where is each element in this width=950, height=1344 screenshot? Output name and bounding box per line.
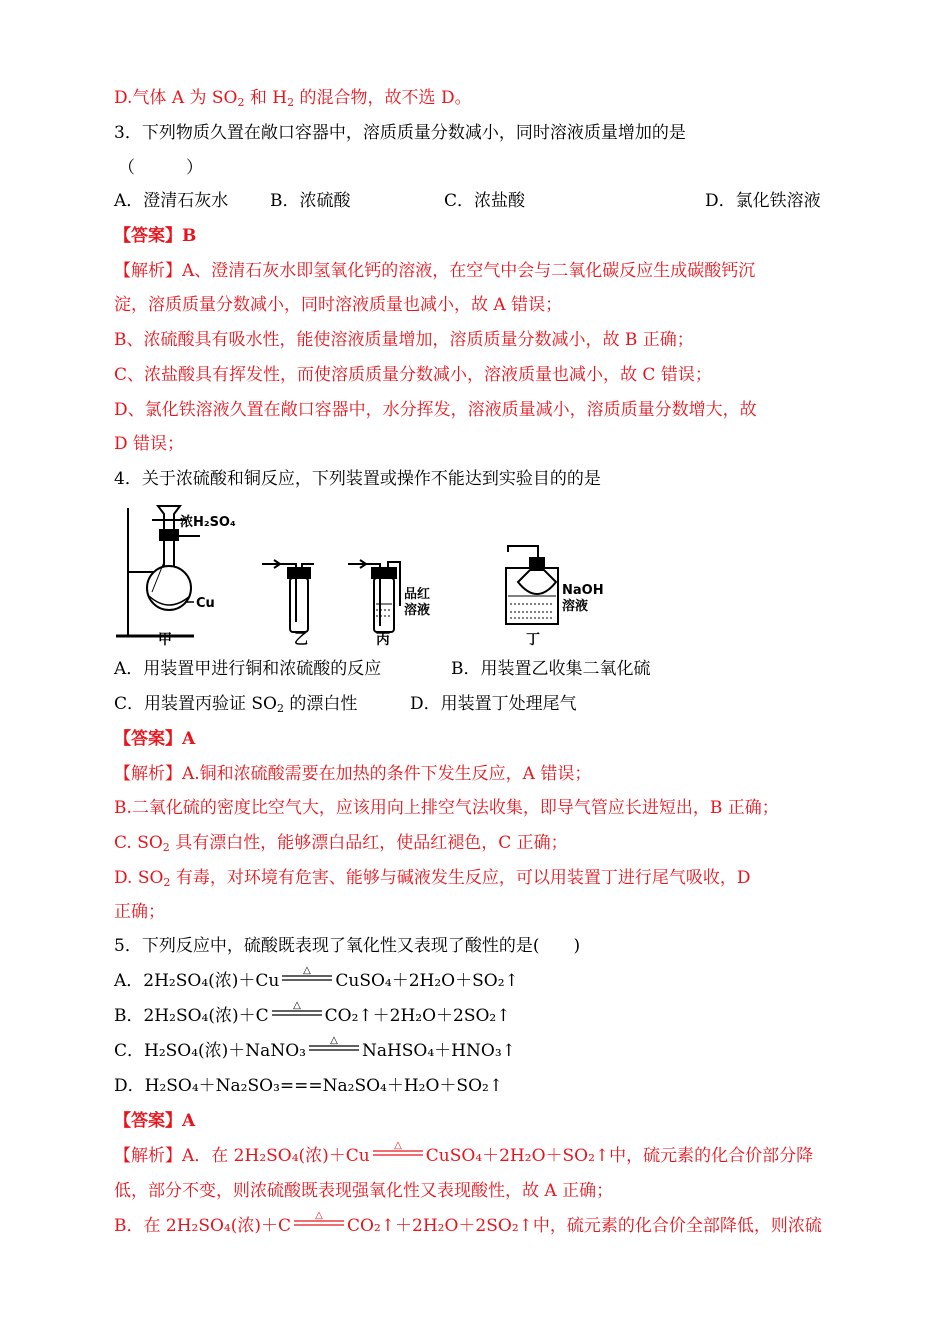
q3-answer: 【答案】B (114, 226, 197, 246)
heat-symbol: △ (315, 1210, 323, 1221)
label-pinhong-1: 品红 (404, 587, 431, 602)
q3-option-d: D．氯化铁溶液 (705, 191, 821, 211)
q4-option-b: B．用装置乙收集二氧化硫 (451, 659, 651, 679)
q5-explanation-3-left: B．在 2H₂SO₄(浓)＋C (114, 1216, 292, 1236)
label-naoh-2: 溶液 (562, 599, 589, 614)
q5-option-c-left: C．H₂SO₄(浓)＋NaNO₃ (114, 1041, 306, 1061)
q4-explanation-3: C. $SO_2$ 具有漂白性，能够漂白品红，使品红褪色，C 正确； (114, 833, 568, 854)
heat-arrow (270, 1000, 324, 1020)
heat-symbol: △ (303, 965, 312, 976)
q4-option-c: C．用装置丙验证 $SO_2$ 的漂白性 (114, 694, 358, 715)
label-conc-h2so4: 浓H₂SO₄ (180, 515, 236, 530)
q5-option-b-left: B．2H₂SO₄(浓)＋C (114, 1006, 269, 1026)
apparatus-yi (262, 560, 314, 632)
q5-explanation-1-left: 【解析】A．在 2H₂SO₄(浓)＋Cu (114, 1146, 370, 1166)
q4-stem: 4．关于浓硫酸和铜反应，下列装置或操作不能达到实验目的的是 (114, 469, 601, 489)
q3-explanation-6: D 错误； (114, 434, 185, 454)
heat-arrow (280, 965, 334, 985)
apparatus-bing (348, 560, 400, 632)
q5-option-b-right: CO₂↑＋2H₂O＋2SO₂↑ (324, 1006, 511, 1026)
q5-stem: 5．下列反应中，硫酸既表现了氧化性又表现了酸性的是( ) (114, 936, 581, 956)
q5-explanation-3 (114, 1212, 844, 1240)
q5-option-a-right: CuSO₄＋2H₂O＋SO₂↑ (335, 971, 519, 991)
q3-explanation-3: B、浓硫酸具有吸水性，能使溶液质量增加，溶质质量分数减小，故 B 正确； (114, 330, 694, 350)
q5-answer: 【答案】A (114, 1111, 196, 1131)
label-pinhong-2: 溶液 (404, 603, 431, 618)
q4-explanation-2: B.二氧化硫的密度比空气大，应该用向上排空气法收集，即导气管应长进短出，B 正确； (114, 798, 779, 818)
heat-arrow (307, 1035, 361, 1055)
q5-option-a-left: A．2H₂SO₄(浓)＋Cu (114, 971, 280, 991)
q4-option-a: A．用装置甲进行铜和浓硫酸的反应 (114, 659, 382, 679)
q5-option-c-right: NaHSO₄＋HNO₃↑ (361, 1041, 516, 1061)
q5-explanation-2: 低，部分不变，则浓硫酸既表现强氧化性又表现酸性，故 A 正确； (114, 1181, 614, 1201)
q3-explanation-4: C、浓盐酸具有挥发性，而使溶质质量分数减小，溶液质量也减小，故 C 错误； (114, 365, 712, 385)
q5-option-b (114, 1002, 844, 1030)
q3-paren: （ ） (118, 158, 203, 178)
heat-symbol: △ (330, 1035, 338, 1046)
label-bing: 丙 (376, 632, 390, 648)
apparatus-figure (114, 502, 614, 652)
label-jia: 甲 (158, 632, 172, 648)
q5-option-a (114, 967, 844, 995)
heat-symbol: △ (292, 1000, 301, 1011)
label-ding: 丁 (526, 632, 540, 648)
q5-option-d: D．H₂SO₄＋Na₂SO₃===Na₂SO₄＋H₂O＋SO₂↑ (114, 1076, 504, 1096)
q3-option-b: B．浓硫酸 (270, 191, 351, 211)
q4-explanation-5: 正确； (114, 902, 165, 922)
heat-arrow (292, 1210, 346, 1230)
label-cu: Cu (196, 596, 215, 611)
q3-option-a: A．澄清石灰水 (114, 191, 229, 211)
heat-symbol: △ (393, 1140, 402, 1151)
label-naoh-1: NaOH (562, 583, 604, 598)
apparatus-ding (506, 546, 558, 624)
q4-explanation-4: D. $SO_2$ 有毒，对环境有危害、能够与碱液发生反应，可以用装置丁进行尾气吸收，D (114, 868, 751, 889)
q5-option-c (114, 1037, 844, 1065)
q4-option-d: D．用装置丁处理尾气 (410, 694, 577, 714)
q4-answer: 【答案】A (114, 729, 196, 749)
label-yi: 乙 (294, 632, 308, 648)
q5-explanation-3-right: CO₂↑＋2H₂O＋2SO₂↑中，硫元素的化合价全部降低，则浓硫 (347, 1216, 822, 1236)
q3-explanation-5: D、氯化铁溶液久置在敞口容器中，水分挥发，溶液质量减小，溶质质量分数增大，故 (114, 400, 757, 420)
q2-explanation-d: D.气体 A 为 $SO_2$ 和 $H_2$ 的混合物，故不选 D。 (114, 88, 472, 109)
q5-explanation-1 (114, 1142, 844, 1170)
q3-explanation-1: 【解析】A、澄清石灰水即氢氧化钙的溶液，在空气中会与二氧化碳反应生成碳酸钙沉 (114, 261, 756, 281)
q4-explanation-1: 【解析】A.铜和浓硫酸需要在加热的条件下发生反应，A 错误； (114, 764, 592, 784)
heat-arrow (371, 1140, 425, 1160)
q3-stem: 3．下列物质久置在敞口容器中，溶质质量分数减小，同时溶液质量增加的是 (114, 123, 686, 143)
q3-option-c: C．浓盐酸 (444, 191, 526, 211)
q5-explanation-1-right: CuSO₄＋2H₂O＋SO₂↑中，硫元素的化合价部分降 (425, 1146, 814, 1166)
q3-explanation-2: 淀，溶质质量分数减小，同时溶液质量也减小，故 A 错误； (114, 295, 563, 315)
